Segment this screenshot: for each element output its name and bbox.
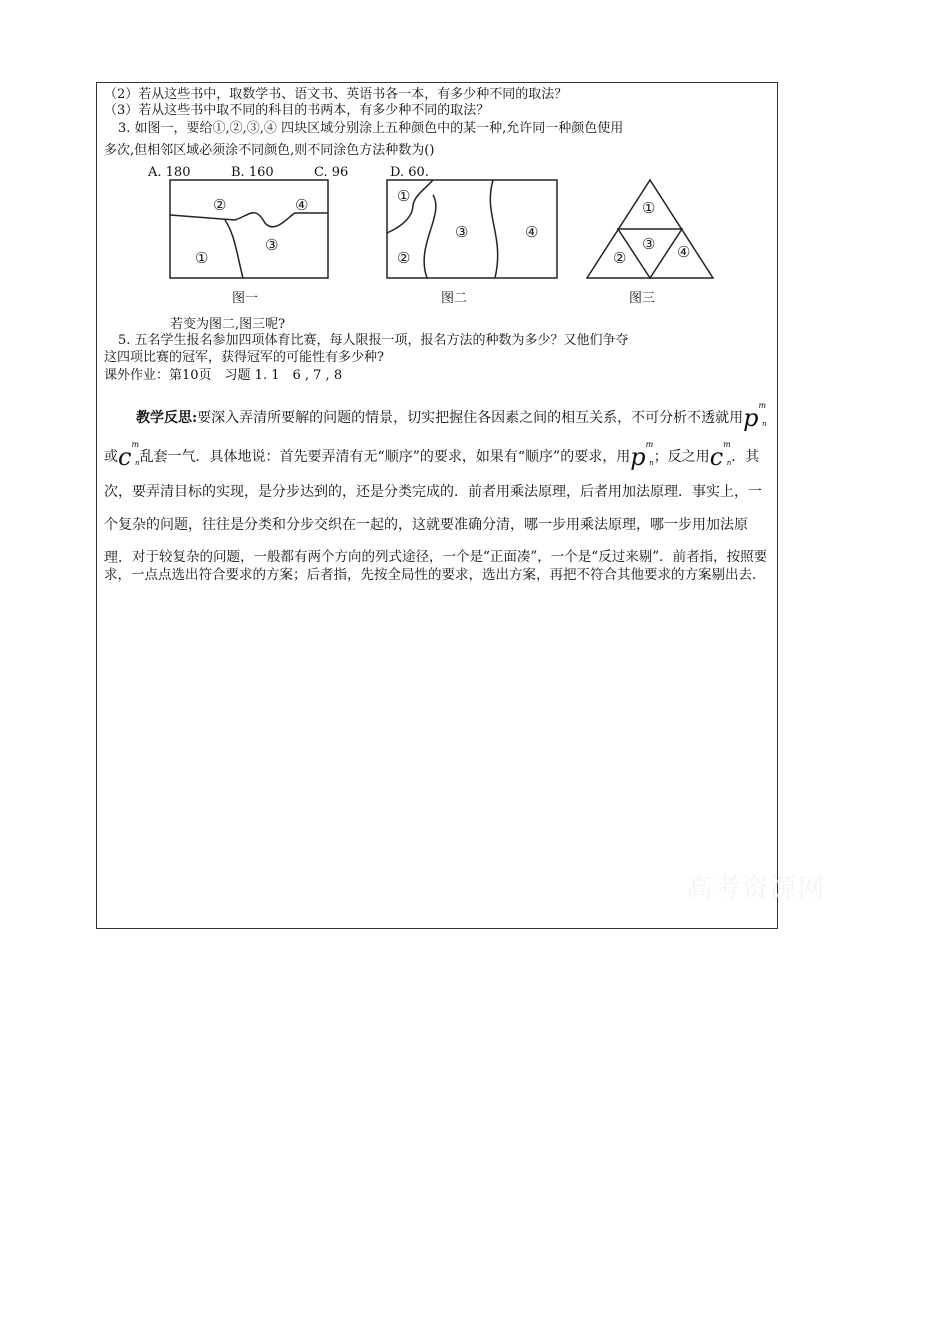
combination-sup-2: m [723, 440, 731, 449]
caption-figure-3: 图三 [629, 291, 656, 306]
homework-line: 课外作业：第10页 习题 1. 1 6 , 7 , 8 [104, 368, 343, 383]
problem-5-line-1: 5. 五名学生报名参加四项体育比赛，每人限报一项，报名方法的种数为多少？又他们争夺 [118, 333, 629, 348]
permutation-sup-2: m [645, 440, 654, 449]
problem-3-line-2: 多次,但相邻区域必须涂不同颜色,则不同涂色方法种数为() [104, 143, 435, 158]
choice-a: A. 180 [148, 165, 191, 180]
fig1-region-2: ② [213, 196, 227, 214]
watermark: 高考资源网 [686, 874, 827, 904]
reflection-paragraph-2: 对于较复杂的问题，一般都有两个方向的列式途径，一个是“正面凑”，一个是“反过来剔”．前者指，按照要求，一点点选出符合要求的方案；后者指，先按全局性的要求，选出方案，再把不符合其他要求的方案剔出去． [104, 549, 768, 583]
question-3-line: （3）若从这些书中取不同的科目的书两本，有多少种不同的取法？ [104, 103, 490, 118]
combination-sub-2: n [726, 459, 732, 467]
fig2-region-3: ③ [455, 223, 469, 241]
permutation-symbol: p [743, 404, 759, 432]
fig1-region-4: ④ [295, 196, 309, 214]
caption-figure-1: 图一 [232, 291, 259, 306]
fig3-region-1: ① [642, 199, 656, 217]
fig3-region-4: ④ [677, 243, 691, 261]
permutation-symbol-2: p [630, 443, 646, 471]
combination-sup: m [131, 440, 140, 449]
fig3-region-2: ② [613, 249, 627, 267]
problem-3-line-1: 3. 如图一，要给①,②,③,④ 四块区域分别涂上五种颜色中的某一种,允许同一种颜色使用 [118, 121, 624, 136]
fig2-region-1: ① [397, 187, 411, 205]
fig2-region-4: ④ [525, 223, 539, 241]
reflection-text-1: 要深入弄清所要解的问题的情景，切实把握住各因素之间的相互关系，不可分析不透就用 [197, 410, 744, 426]
coloring-figures [165, 175, 725, 283]
fig3-region-3: ③ [642, 235, 656, 253]
permutation-sub: n [762, 420, 767, 428]
figure-2 [387, 180, 557, 278]
reflection-text-3: ；反之用 [653, 449, 710, 465]
fig1-region-3: ③ [265, 236, 279, 254]
problem-5-line-2: 这四项比赛的冠军，获得冠军的可能性有多少种? [104, 350, 384, 365]
reflection-or: 或 [104, 449, 118, 465]
permutation-sup: m [758, 401, 767, 410]
combination-sub: n [135, 459, 140, 467]
choice-d: D. 60. [390, 165, 429, 180]
choice-c: C. 96 [314, 165, 349, 180]
figure-3 [587, 180, 713, 278]
combination-symbol-2: c [709, 443, 724, 471]
reflection-text-4: ．其次，要弄清目标的实现，是分步达到的，还是分类完成的．前者用乘法原理，后者用加法原理．事实上，一个复杂的问题，往往是分类和分步交织在一起的，这就要准确分清，哪一步用乘法原理，哪一步用加法原理． [104, 449, 762, 566]
fig2-region-2: ② [397, 249, 411, 267]
choice-b: B. 160 [231, 165, 274, 180]
caption-figure-2: 图二 [441, 291, 468, 306]
combination-symbol: c [118, 443, 132, 471]
reflection-text-2: 乱套一气．具体地说：首先要弄清有无“顺序”的要求，如果有“顺序”的要求，用 [139, 449, 631, 465]
question-2-line: （2）若从这些书中，取数学书、语文书、英语书各一本，有多少种不同的取法？ [104, 87, 568, 102]
figure-1 [170, 180, 328, 278]
reflection-heading: 教学反思: [136, 410, 198, 426]
fig1-region-1: ① [195, 249, 209, 267]
permutation-sub-2: n [649, 459, 654, 467]
followup-question: 若变为图二,图三呢? [170, 317, 286, 332]
